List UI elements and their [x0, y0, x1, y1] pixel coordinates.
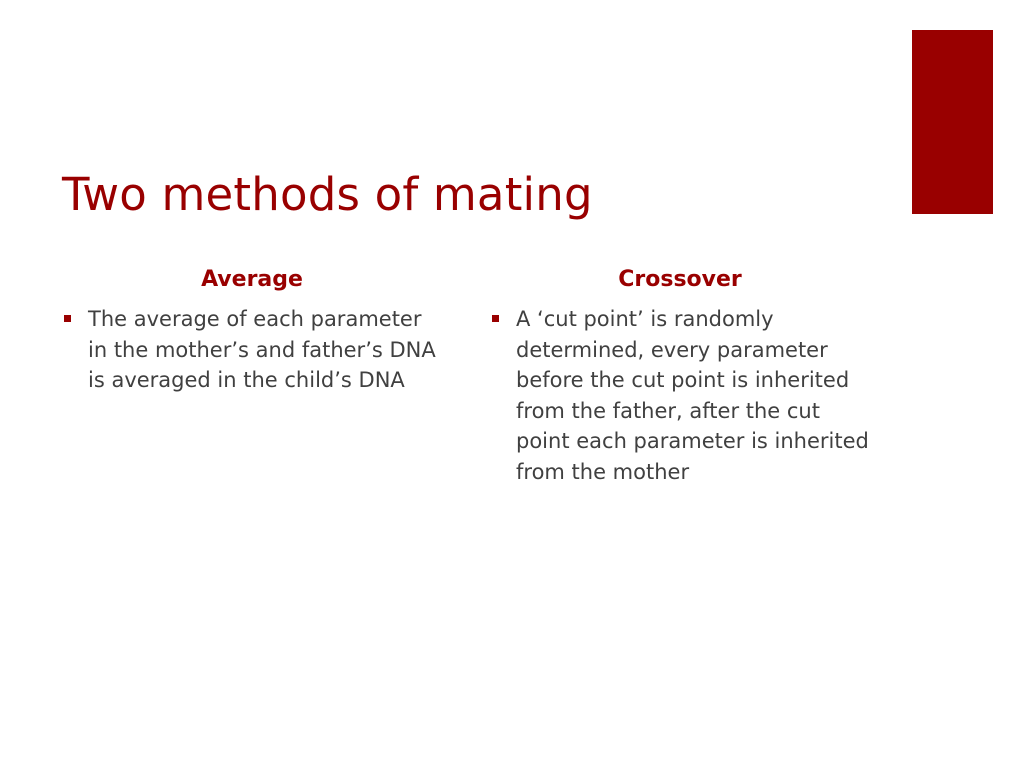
square-bullet-icon — [492, 315, 499, 322]
bullet-text: A ‘cut point’ is randomly determined, every parameter before the cut point is inherited from the father, after the cut point each parameter is inherited from the mother — [516, 307, 869, 484]
column-crossover — [490, 264, 870, 487]
column-heading-average: Average — [201, 267, 303, 292]
square-bullet-icon — [64, 315, 71, 322]
column-average — [62, 264, 442, 396]
bullet-text: The average of each parameter in the mother’s and father’s DNA is averaged in the child’s DNA — [88, 307, 436, 392]
column-heading-crossover: Crossover — [618, 267, 742, 292]
bullet-item — [490, 304, 870, 487]
accent-block — [912, 30, 993, 214]
bullet-item — [62, 304, 442, 396]
slide-title: Two methods of mating — [62, 168, 593, 221]
